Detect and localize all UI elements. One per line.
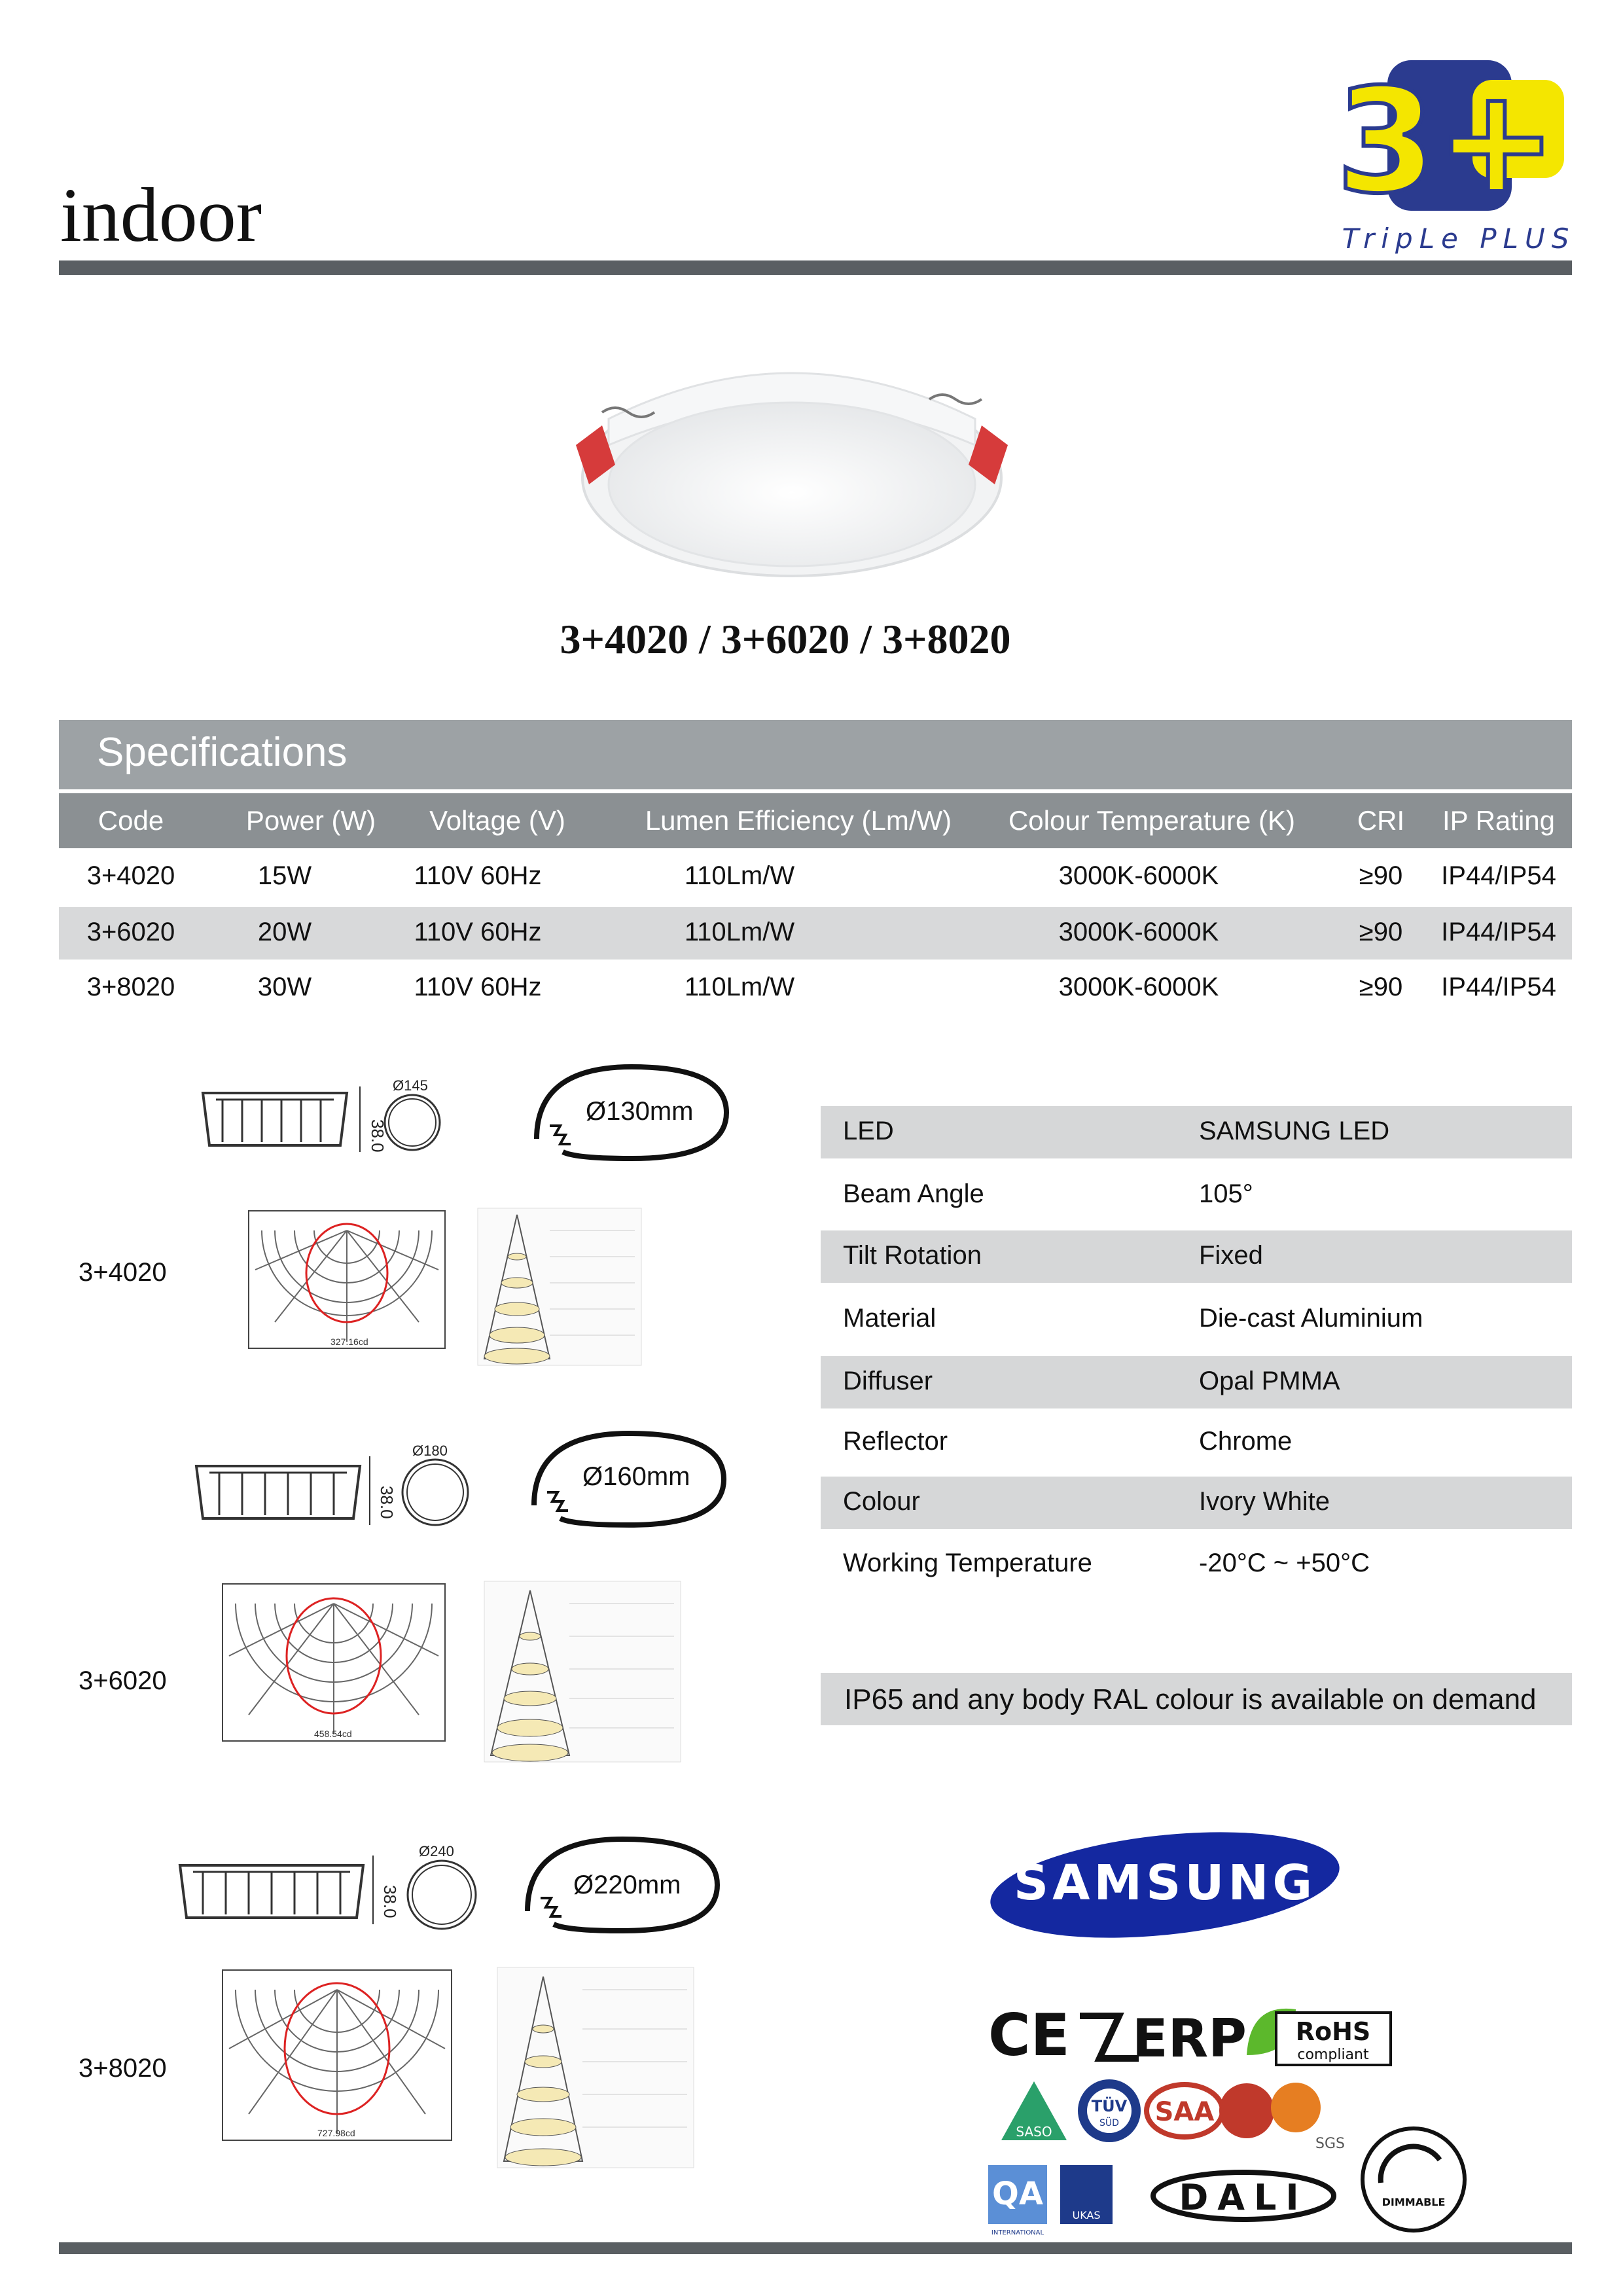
qa-mark: QA	[992, 2176, 1043, 2212]
peak-intensity-label: 458.54cd	[314, 1729, 352, 1739]
cutout-diameter: Ø160mm	[582, 1462, 690, 1491]
rohs-mark: RoHS	[1295, 2017, 1371, 2046]
tuv-sub: SÜD	[1099, 2118, 1119, 2128]
cutout-diameter: Ø130mm	[586, 1097, 694, 1126]
cell-lumen: 110Lm/W	[684, 861, 795, 890]
side-profile-drawing	[196, 1073, 458, 1158]
sgs-mark: SGS	[1315, 2136, 1345, 2152]
rohs-sub: compliant	[1297, 2047, 1369, 2063]
col-power: Power (W)	[245, 805, 376, 836]
feature-row-colour	[821, 1477, 1572, 1529]
feature-row-beam-angle	[821, 1169, 1572, 1221]
table-row	[59, 962, 1572, 1014]
feature-row-working-temp	[821, 1538, 1572, 1590]
cell-lumen: 110Lm/W	[684, 973, 795, 1001]
availability-note	[821, 1673, 1572, 1725]
side-profile-drawing	[173, 1839, 488, 1937]
qa-sub: INTERNATIONAL	[991, 2229, 1044, 2236]
feature-row-reflector	[821, 1416, 1572, 1469]
table-row	[59, 907, 1572, 960]
feature-row-tilt	[821, 1230, 1572, 1283]
feature-value: Fixed	[1199, 1241, 1263, 1270]
logo-mark-text: 3+	[1336, 58, 1557, 225]
feature-value: SAMSUNG LED	[1199, 1117, 1390, 1145]
cell-colour-temp: 3000K-6000K	[1058, 973, 1219, 1001]
cell-colour-temp: 3000K-6000K	[1058, 861, 1219, 890]
feature-row-led	[821, 1106, 1572, 1158]
feature-label: Material	[843, 1304, 936, 1333]
feature-row-material	[821, 1293, 1572, 1346]
col-voltage: Voltage (V)	[429, 805, 565, 836]
table-row	[59, 851, 1572, 903]
availability-note-text: IP65 and any body RAL colour is available on demand	[844, 1683, 1537, 1715]
feature-value: -20°C ~ +50°C	[1199, 1549, 1370, 1577]
drawing-model-label: 3+6020	[79, 1666, 167, 1695]
cell-voltage: 110V 60Hz	[414, 918, 542, 946]
cell-power: 15W	[257, 861, 312, 890]
outer-diameter-label: Ø180	[412, 1443, 448, 1459]
col-ip: IP Rating	[1442, 805, 1555, 836]
dali-mark: DALI	[1179, 2177, 1308, 2218]
dimmable-mark: DIMMABLE	[1382, 2196, 1446, 2208]
certification-logos	[988, 1996, 1512, 2238]
illuminance-cone-diagram	[471, 1204, 648, 1368]
samsung-logo-text: SAMSUNG	[1013, 1855, 1317, 1911]
header-rule	[59, 260, 1572, 275]
feature-label: LED	[843, 1117, 894, 1145]
side-profile-drawing	[190, 1440, 484, 1532]
specifications-heading: Specifications	[97, 730, 348, 775]
specifications-header	[59, 720, 1572, 789]
cell-voltage: 110V 60Hz	[414, 973, 542, 1001]
feature-row-diffuser	[821, 1356, 1572, 1408]
polar-distribution-diagram	[209, 1964, 458, 2160]
cell-ip: IP44/IP54	[1441, 861, 1556, 890]
cell-colour-temp: 3000K-6000K	[1058, 918, 1219, 946]
cell-code: 3+4020	[86, 861, 175, 890]
illuminance-cone-diagram	[491, 1964, 700, 2173]
feature-label: Reflector	[843, 1427, 948, 1456]
drawing-model-label: 3+4020	[79, 1258, 167, 1287]
feature-label: Colour	[843, 1487, 920, 1516]
feature-value: Ivory White	[1199, 1487, 1330, 1516]
cell-voltage: 110V 60Hz	[414, 861, 542, 890]
spec-column-headers	[59, 793, 1572, 848]
brand-name: TripLe PLUS	[1342, 223, 1576, 255]
feature-label: Diffuser	[843, 1367, 933, 1395]
feature-value: 105°	[1199, 1179, 1253, 1208]
cell-cri: ≥90	[1359, 918, 1403, 946]
col-cri: CRI	[1357, 805, 1405, 836]
height-label: 38.0	[377, 1486, 397, 1519]
illuminance-cone-diagram	[478, 1577, 687, 1767]
cell-cri: ≥90	[1359, 973, 1403, 1001]
height-label: 38.0	[368, 1119, 387, 1153]
cell-code: 3+8020	[86, 973, 175, 1001]
polar-distribution-diagram	[236, 1204, 452, 1368]
feature-value: Opal PMMA	[1199, 1367, 1340, 1395]
footer-rule	[59, 2242, 1572, 2254]
erp-mark: ERP	[1132, 2008, 1247, 2069]
ukas-mark: UKAS	[1072, 2209, 1101, 2221]
cell-cri: ≥90	[1359, 861, 1403, 890]
cell-ip: IP44/IP54	[1441, 918, 1556, 946]
cell-power: 30W	[257, 973, 312, 1001]
feature-value: Die-cast Aluminium	[1199, 1304, 1423, 1333]
feature-label: Tilt Rotation	[843, 1241, 982, 1270]
cell-lumen: 110Lm/W	[684, 918, 795, 946]
feature-value: Chrome	[1199, 1427, 1293, 1456]
outer-diameter-label: Ø240	[419, 1843, 454, 1859]
tuv-mark: TÜV	[1091, 2097, 1128, 2115]
samsung-logo	[982, 1820, 1348, 1950]
page-title: indoor	[60, 172, 262, 258]
height-label: 38.0	[380, 1885, 400, 1918]
ce-mark: CE	[988, 2001, 1070, 2069]
cell-code: 3+6020	[86, 918, 175, 946]
col-colour-temp: Colour Temperature (K)	[1008, 805, 1296, 836]
saso-mark: SASO	[1016, 2124, 1052, 2140]
saa-mark: SAA	[1154, 2097, 1215, 2127]
feature-label: Beam Angle	[843, 1179, 984, 1208]
drawing-model-label: 3+8020	[79, 2054, 167, 2083]
outer-diameter-label: Ø145	[393, 1077, 428, 1094]
polar-distribution-diagram	[209, 1577, 452, 1761]
col-lumen: Lumen Efficiency (Lm/W)	[645, 805, 952, 836]
peak-intensity-label: 727.98cd	[317, 2128, 355, 2138]
product-models: 3+4020 / 3+6020 / 3+8020	[560, 616, 1011, 662]
cell-power: 20W	[257, 918, 312, 946]
peak-intensity-label: 327.16cd	[330, 1336, 368, 1347]
product-downlight-image	[563, 314, 1021, 589]
feature-label: Working Temperature	[843, 1549, 1092, 1577]
col-code: Code	[98, 805, 164, 836]
cutout-diameter: Ø220mm	[573, 1871, 681, 1899]
cell-ip: IP44/IP54	[1441, 973, 1556, 1001]
